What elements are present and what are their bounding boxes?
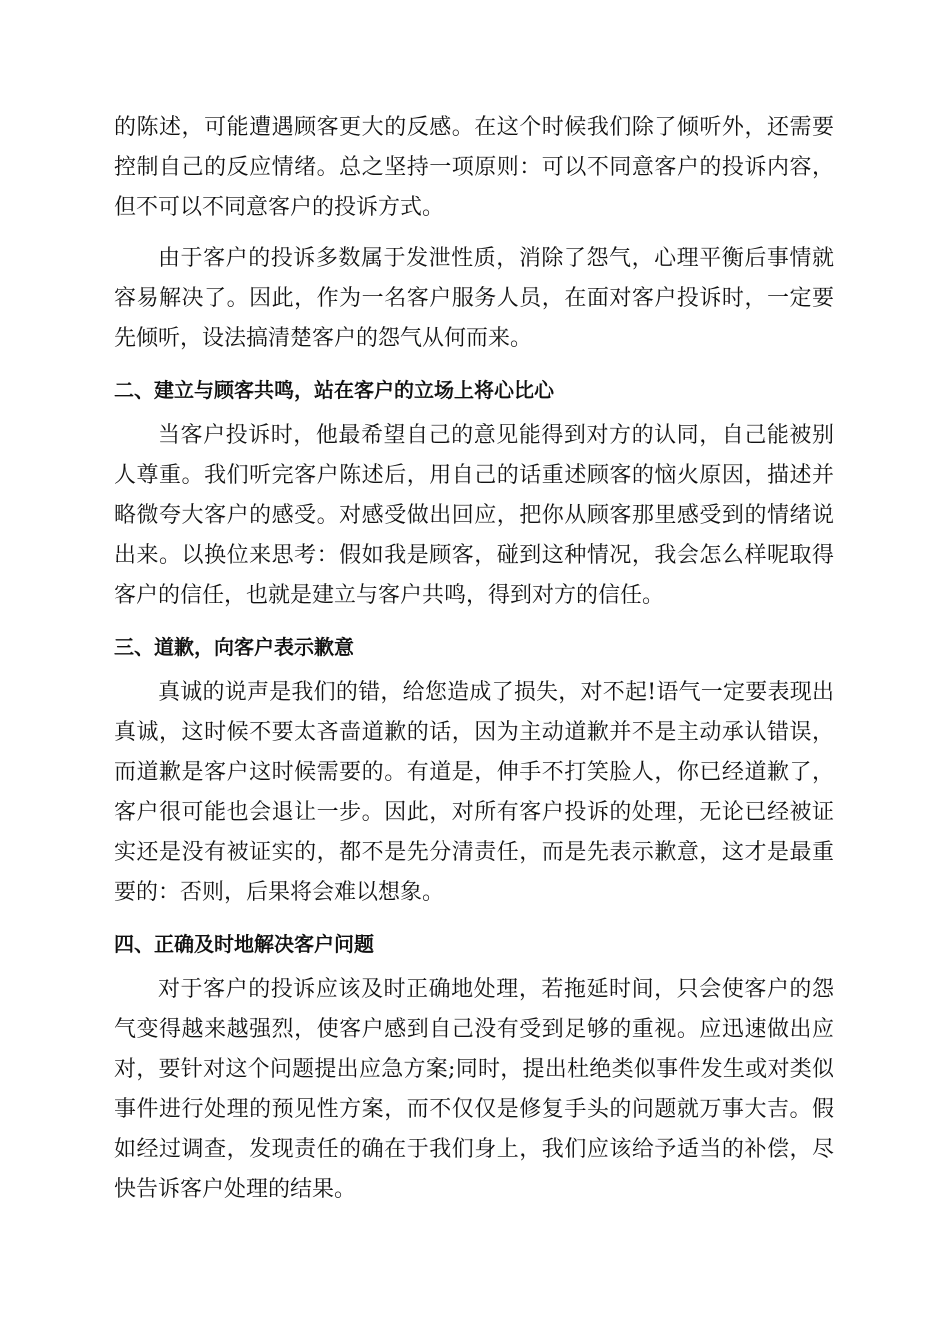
paragraph-complaint-principle: 的陈述，可能遭遇顾客更大的反感。在这个时候我们除了倾听外，还需要控制自己的反应情绪。总之坚持一项原则：可以不同意客户的投诉内容，但不可以不同意客户的投诉方式。 (114, 115, 834, 220)
heading-section-3: 三、道歉，向客户表示歉意 (114, 635, 354, 659)
document-page (114, 108, 834, 1210)
paragraph-apology: 真诚的说声是我们的错，给您造成了损失，对不起!语气一定要表现出真诚，这时候不要太吝啬道歉的话，因为主动道歉并不是主动承认错误，而道歉是客户这时候需要的。有道是，伸手不打笑脸人，你已经道歉了，客户很可能也会退让一步。因此，对所有客户投诉的处理，无论已经被证实还是没有被证实的，都不是先分清责任，而是先表示歉意，这才是最重要的：否则，后果将会难以想象。 (114, 680, 834, 905)
paragraph-solve-problem: 对于客户的投诉应该及时正确地处理，若拖延时间，只会使客户的怨气变得越来越强烈，使客户感到自己没有受到足够的重视。应迅速做出应对，要针对这个问题提出应急方案;同时，提出杜绝类似事件发生或对类似事件进行处理的预见性方案，而不仅仅是修复手头的问题就万事大吉。假如经过调查，发现责任的确在于我们身上，我们应该给予适当的补偿，尽快告诉客户处理的结果。 (114, 977, 834, 1202)
heading-section-2: 二、建立与顾客共鸣，站在客户的立场上将心比心 (114, 378, 554, 402)
paragraph-listen-first: 由于客户的投诉多数属于发泄性质，消除了怨气，心理平衡后事情就容易解决了。因此，作为一名客户服务人员，在面对客户投诉时，一定要先倾听，设法搞清楚客户的怨气从何而来。 (114, 246, 834, 351)
heading-section-4: 四、正确及时地解决客户问题 (114, 932, 374, 956)
paragraph-empathy: 当客户投诉时，他最希望自己的意见能得到对方的认同，自己能被别人尊重。我们听完客户陈述后，用自己的话重述顾客的恼火原因，描述并略微夸大客户的感受。对感受做出回应，把你从顾客那里感受到的情绪说出来。以换位来思考：假如我是顾客，碰到这种情况，我会怎么样呢取得客户的信任，也就是建立与客户共鸣，得到对方的信任。 (114, 423, 834, 608)
